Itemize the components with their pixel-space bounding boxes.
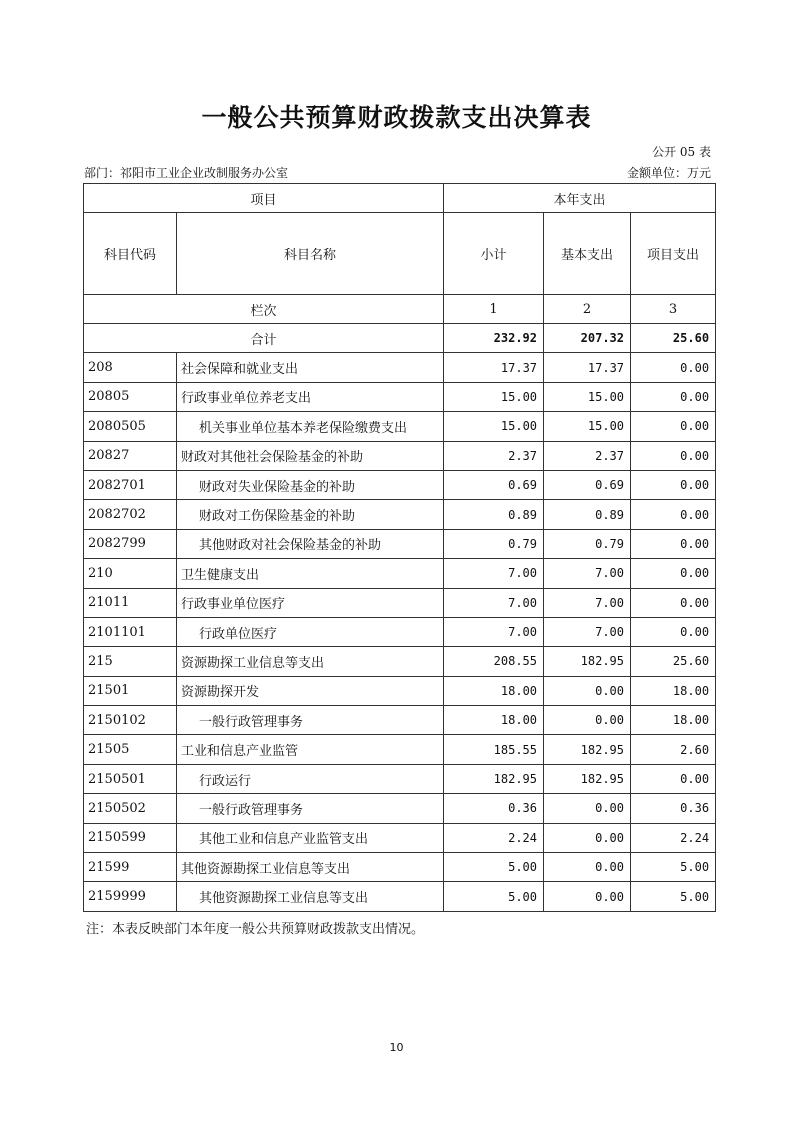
- expenditure-table: [83, 183, 716, 912]
- cell-name: 其他工业和信息产业监管支出: [177, 823, 444, 852]
- cell-subtotal: 0.79: [444, 529, 544, 558]
- cell-item: 5.00: [631, 882, 716, 911]
- cell-name: 财政对失业保险基金的补助: [177, 470, 444, 499]
- cell-code: 2082799: [84, 529, 177, 558]
- cell-code: 21501: [84, 676, 177, 705]
- cell-basic: 0.00: [544, 882, 631, 911]
- cell-item: 2.24: [631, 823, 716, 852]
- cell-basic: 182.95: [544, 735, 631, 764]
- cell-code: 2080505: [84, 412, 177, 441]
- cell-name: 其他资源勘探工业信息等支出: [177, 882, 444, 911]
- cell-name: 行政事业单位养老支出: [177, 382, 444, 411]
- cell-subtotal: 182.95: [444, 764, 544, 793]
- cell-subtotal: 0.89: [444, 500, 544, 529]
- table-note: 注：本表反映部门本年度一般公共预算财政拨款支出情况。: [86, 922, 425, 937]
- cell-subtotal: 15.00: [444, 382, 544, 411]
- header-current-year: 本年支出: [444, 184, 716, 213]
- cell-code: 2150599: [84, 823, 177, 852]
- page-number: 10: [389, 1041, 404, 1054]
- cell-item: 0.36: [631, 794, 716, 823]
- cell-item: 0.00: [631, 764, 716, 793]
- table-row: [84, 382, 716, 411]
- table-row: [84, 764, 716, 793]
- total-label: 合计: [84, 324, 444, 353]
- cell-code: 2101101: [84, 617, 177, 646]
- form-code-label: 公开 05 表: [652, 145, 711, 159]
- table-row: [84, 559, 716, 588]
- cell-subtotal: 7.00: [444, 617, 544, 646]
- header-item: 项目支出: [631, 213, 716, 295]
- cell-item: 0.00: [631, 412, 716, 441]
- table-row: [84, 470, 716, 499]
- table-row: [84, 647, 716, 676]
- cell-subtotal: 5.00: [444, 882, 544, 911]
- table-row: [84, 735, 716, 764]
- cell-basic: 0.00: [544, 823, 631, 852]
- cell-basic: 0.00: [544, 794, 631, 823]
- table-row: [84, 500, 716, 529]
- header-code: 科目代码: [84, 213, 177, 295]
- cell-code: 21011: [84, 588, 177, 617]
- cell-subtotal: 2.24: [444, 823, 544, 852]
- cell-code: 215: [84, 647, 177, 676]
- cell-subtotal: 0.36: [444, 794, 544, 823]
- cell-item: 0.00: [631, 441, 716, 470]
- total-row: [84, 324, 716, 353]
- column-number-3: 3: [631, 295, 716, 324]
- cell-item: 0.00: [631, 617, 716, 646]
- column-order-row: [84, 295, 716, 324]
- cell-name: 其他资源勘探工业信息等支出: [177, 853, 444, 882]
- cell-item: 5.00: [631, 853, 716, 882]
- total-subtotal: 232.92: [444, 324, 544, 353]
- cell-basic: 0.00: [544, 706, 631, 735]
- table-row: [84, 676, 716, 705]
- column-number-1: 1: [444, 295, 544, 324]
- cell-basic: 0.00: [544, 676, 631, 705]
- cell-code: 20805: [84, 382, 177, 411]
- cell-code: 2082701: [84, 470, 177, 499]
- table-row: [84, 853, 716, 882]
- cell-basic: 2.37: [544, 441, 631, 470]
- total-basic: 207.32: [544, 324, 631, 353]
- table-row: [84, 617, 716, 646]
- cell-name: 行政单位医疗: [177, 617, 444, 646]
- cell-basic: 17.37: [544, 353, 631, 382]
- cell-item: 0.00: [631, 353, 716, 382]
- cell-item: 0.00: [631, 470, 716, 499]
- cell-name: 一般行政管理事务: [177, 706, 444, 735]
- column-number-2: 2: [544, 295, 631, 324]
- cell-item: 0.00: [631, 559, 716, 588]
- cell-code: 208: [84, 353, 177, 382]
- cell-subtotal: 15.00: [444, 412, 544, 441]
- cell-name: 财政对其他社会保险基金的补助: [177, 441, 444, 470]
- table-row: [84, 882, 716, 911]
- cell-item: 18.00: [631, 706, 716, 735]
- cell-name: 其他财政对社会保险基金的补助: [177, 529, 444, 558]
- cell-name: 资源勘探工业信息等支出: [177, 647, 444, 676]
- total-item: 25.60: [631, 324, 716, 353]
- page-title: 一般公共预算财政拨款支出决算表: [201, 103, 592, 132]
- cell-subtotal: 0.69: [444, 470, 544, 499]
- cell-subtotal: 7.00: [444, 588, 544, 617]
- cell-name: 行政运行: [177, 764, 444, 793]
- header-basic: 基本支出: [544, 213, 631, 295]
- cell-basic: 15.00: [544, 412, 631, 441]
- cell-subtotal: 7.00: [444, 559, 544, 588]
- cell-name: 工业和信息产业监管: [177, 735, 444, 764]
- cell-basic: 7.00: [544, 588, 631, 617]
- table-row: [84, 412, 716, 441]
- table-row: [84, 588, 716, 617]
- cell-item: 2.60: [631, 735, 716, 764]
- table-row: [84, 794, 716, 823]
- cell-code: 2150502: [84, 794, 177, 823]
- header-row-columns: [84, 213, 716, 295]
- cell-basic: 0.89: [544, 500, 631, 529]
- cell-subtotal: 2.37: [444, 441, 544, 470]
- cell-code: 21599: [84, 853, 177, 882]
- cell-subtotal: 17.37: [444, 353, 544, 382]
- cell-name: 社会保障和就业支出: [177, 353, 444, 382]
- cell-code: 20827: [84, 441, 177, 470]
- cell-basic: 0.00: [544, 853, 631, 882]
- cell-basic: 0.79: [544, 529, 631, 558]
- table-row: [84, 529, 716, 558]
- cell-name: 行政事业单位医疗: [177, 588, 444, 617]
- cell-item: 25.60: [631, 647, 716, 676]
- cell-code: 2150501: [84, 764, 177, 793]
- cell-name: 资源勘探开发: [177, 676, 444, 705]
- cell-name: 财政对工伤保险基金的补助: [177, 500, 444, 529]
- cell-code: 2150102: [84, 706, 177, 735]
- cell-basic: 15.00: [544, 382, 631, 411]
- cell-subtotal: 18.00: [444, 706, 544, 735]
- cell-item: 18.00: [631, 676, 716, 705]
- cell-item: 0.00: [631, 529, 716, 558]
- header-row-project: [84, 184, 716, 213]
- cell-basic: 182.95: [544, 647, 631, 676]
- cell-subtotal: 5.00: [444, 853, 544, 882]
- cell-basic: 0.69: [544, 470, 631, 499]
- header-subtotal: 小计: [444, 213, 544, 295]
- table-row: [84, 823, 716, 852]
- cell-item: 0.00: [631, 382, 716, 411]
- cell-code: 210: [84, 559, 177, 588]
- table-row: [84, 706, 716, 735]
- table-row: [84, 441, 716, 470]
- cell-basic: 182.95: [544, 764, 631, 793]
- cell-item: 0.00: [631, 588, 716, 617]
- cell-basic: 7.00: [544, 617, 631, 646]
- cell-subtotal: 208.55: [444, 647, 544, 676]
- cell-code: 2159999: [84, 882, 177, 911]
- cell-basic: 7.00: [544, 559, 631, 588]
- table-row: [84, 353, 716, 382]
- header-name: 科目名称: [177, 213, 444, 295]
- cell-name: 机关事业单位基本养老保险缴费支出: [177, 412, 444, 441]
- column-order-label: 栏次: [84, 295, 444, 324]
- cell-item: 0.00: [631, 500, 716, 529]
- amount-unit-label: 金额单位：万元: [626, 166, 711, 180]
- department-label: 部门：祁阳市工业企业改制服务办公室: [84, 166, 289, 180]
- cell-subtotal: 18.00: [444, 676, 544, 705]
- cell-code: 21505: [84, 735, 177, 764]
- cell-name: 一般行政管理事务: [177, 794, 444, 823]
- cell-name: 卫生健康支出: [177, 559, 444, 588]
- cell-subtotal: 185.55: [444, 735, 544, 764]
- header-project: 项目: [84, 184, 444, 213]
- cell-code: 2082702: [84, 500, 177, 529]
